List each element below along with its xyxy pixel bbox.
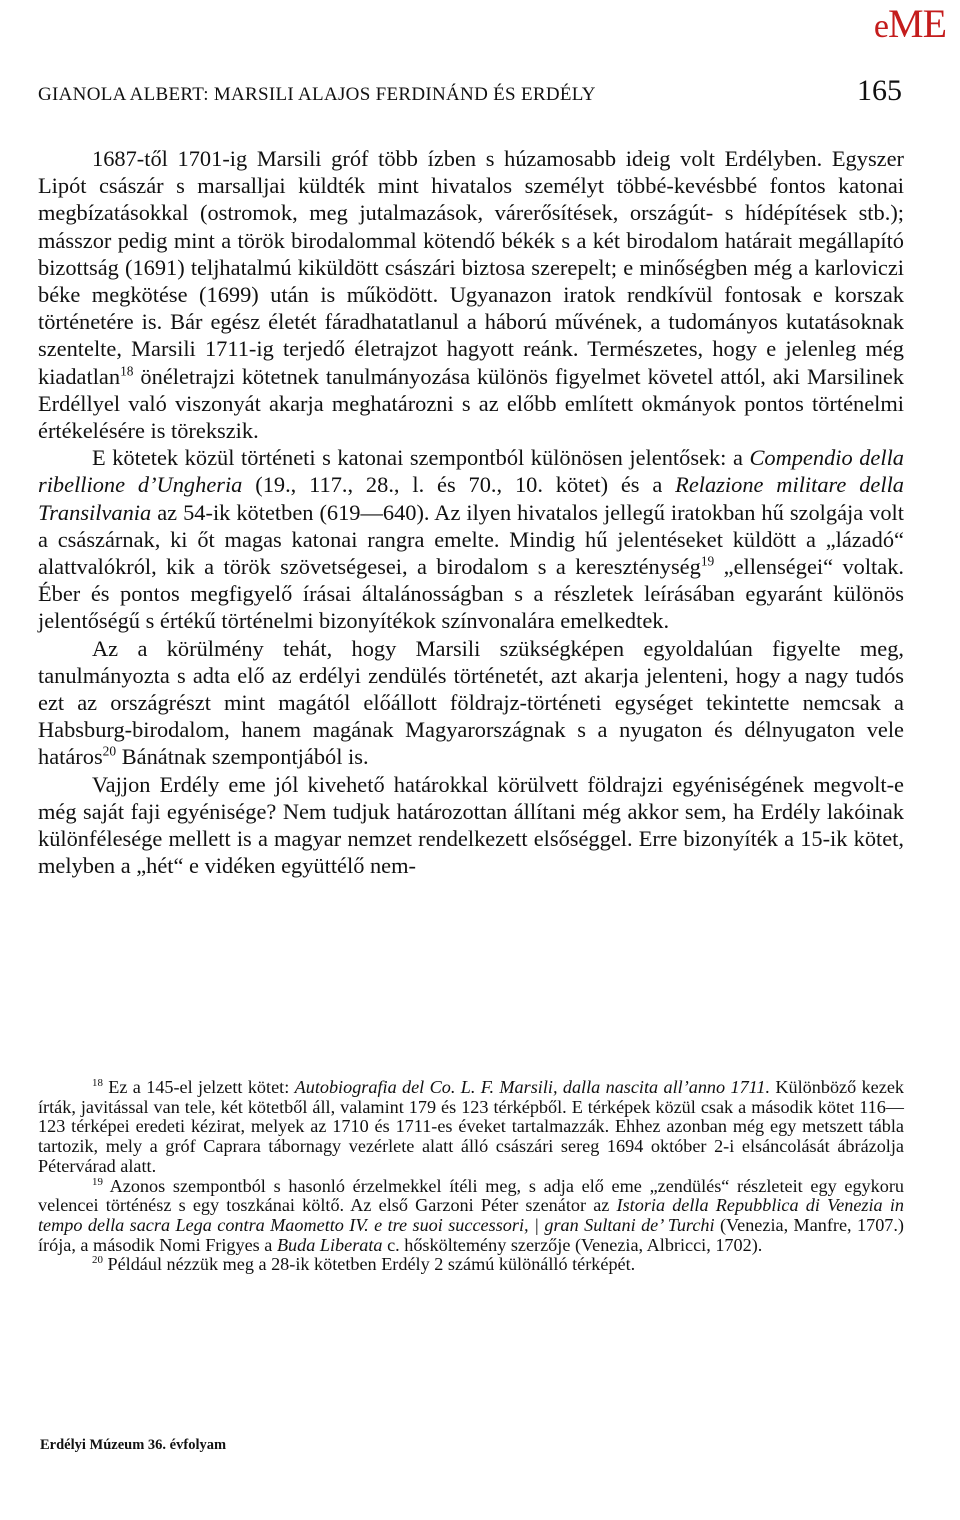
title-istoria: Istoria della Repubblica di Venezia in tempo della sacra Lega contra Maometto IV. e tre suoi successori, | gran Sultani de’ Turchi <box>38 1195 904 1235</box>
footnote-ref-20: 20 <box>102 744 117 759</box>
running-header <box>38 74 902 108</box>
footnote-20 <box>38 1255 904 1275</box>
footnote-19 <box>38 1177 904 1256</box>
title-relazione: Relazione militare della Transilvania <box>38 472 904 525</box>
journal-logo <box>873 1 946 47</box>
page-number: 165 <box>857 74 902 107</box>
footnote-number: 19 <box>92 1175 103 1188</box>
paragraph-3-text-b: Bánátnak szempontjából is. <box>116 744 369 770</box>
paragraph-2-text: E kötetek közül történeti s katonai szempontból különösen jelentősek: a <box>92 445 750 471</box>
logo-letter-m: M <box>887 1 923 46</box>
paragraph-1-text: 1687-től 1701-ig Marsili gróf több ízben s húzamosabb ideig volt Erdélyben. Egyszer Lipót császár s marsalljai küldték mint hivatalos személyt többé-kevésbbé fontos katonai megbízatásokkal (ostromok, meg jutalmazások, várerősítések, országút- s hídépítések stb.); másszor pedig mint a török birodalommal kötendő békék s a két birodalom határait megállapító bizottság (1691) teljhatalmú kiküldött császári biztosa szerepelt; e minőségben még a karloviczi béke megkötése (1699) után is működött. Ugyanazon iratok rendkívül fontosak e korszak történetére is. Bár egész életét fáradhatatlanul a háború művének, a tudományos kutatásoknak szentelte, Marsili 1711-ig terjedő életrajzot hagyott reánk. Természetes, hogy e jelenleg még kiadatlan <box>38 146 904 389</box>
title-compendio: Compendio della ribellione d’Ungheria <box>38 445 904 498</box>
paragraph-2-text-d: „ellenségei“ voltak. Éber és pontos megfigyelő írásai általánosságban s a részletek leírásában egyaránt különös jelentőségű s értékű történelmi bizonyítékok színvonalára emelkedtek. <box>38 554 905 634</box>
running-title: GIANOLA ALBERT: MARSILI ALAJOS FERDINÁND ÉS ERDÉLY <box>38 84 596 105</box>
footnote-ref-18: 18 <box>120 363 134 379</box>
paragraph-4 <box>38 771 904 880</box>
title-autobiografia: Autobiografia del Co. L. F. Marsili, dalla nascita all’anno 1711. <box>294 1077 771 1097</box>
footnote-20-text: Például nézzük meg a 28-ik kötetben Erdély 2 számú különálló térképét. <box>102 1254 636 1275</box>
paragraph-1 <box>38 145 904 444</box>
paragraph-2-text-c: az 54-ik kötetben (619—640). Az ilyen hivatalos jellegű iratokban hű szolgája volt a császárnak, ki őt magas katonai rangra emelte. Mindig hű jelentéseket küldött a „lázadó“ alattvalókról, kik a török szövetségesei, a birodalom s a kereszténység <box>38 499 904 580</box>
journal-footer: Erdélyi Múzeum 36. évfolyam <box>40 1437 227 1453</box>
logo-letter-e: e <box>873 8 888 45</box>
paragraph-4-text: Vajjon Erdély eme jól kivehető határokkal körülvett földrajzi egyéniségének megvolt-e még saját faji egyénisége? Nem tudjuk határozottan állítani még akkor sem, ha Erdély lakóinak különfélesége mellett is a magyar nemzet rendelkezett elsőséggel. Erre bizonyíték a 15-ik kötet, melyben a „hét“ e vidéken együttélő nem- <box>38 771 904 879</box>
logo-letter-e-2: E <box>922 1 946 46</box>
paragraph-1-text-cont: önéletrajzi kötetnek tanulmányozása különös figyelmet követel attól, aki Marsilinek Erdéllyel való viszonyát akarja meghatározni s az előbb említett okmányok pontos történelmi értékelésére is törekszik. <box>38 363 904 444</box>
main-text <box>38 145 904 879</box>
footnote-ref-19: 19 <box>700 553 715 569</box>
footnote-18 <box>38 1078 904 1177</box>
footnotes <box>38 1078 904 1275</box>
paragraph-2-text-b: (19., 117., 28., l. és 70., 10. kötet) és a <box>242 472 676 498</box>
footnote-18-text-b: Különböző kezek írták, javitással van tele, két kötetből áll, valamint 179 és 123 térképből. E térképek közül csak a második kötet 116—123 térképei eredeti kézirat, melyek az 1710 és 1711-es éveket tartalmazzák. Ehhez azonban még egy metszett tábla tartozik, mely a gróf Caprara tábornagy vezérlete alatt álló császári sereg 1694 október 2-i elsáncolását ábrázolja Pétervárad alatt. <box>38 1077 904 1176</box>
paragraph-3 <box>38 635 904 771</box>
footnote-19-text: Azonos szempontból s hasonló érzelmekkel ítéli meg, s adja elő eme „zendülés“ részleteit egy egykoru velencei történész s egy toszkánai költő. Az első Garzoni Péter szenátor az <box>38 1175 904 1216</box>
footnote-19-text-b: (Venezia, Manfre, 1707.) írója, a második Nomi Frigyes a <box>38 1214 904 1255</box>
paragraph-3-text: Az a körülmény tehát, hogy Marsili szükségképen egyoldalúan figyelte meg, tanulmányozta s adta elő az erdélyi zendülés történetét, azt akarja jelenteni, hogy a nagy tudós ezt az országrészt mint magától előállott földrajz-történeti egységet tekintette nemcsak a Habsburg-birodalom, hanem magának Magyarországnak s a nyugaton és délnyugaton vele határos <box>38 635 904 770</box>
footnote-number: 18 <box>92 1076 103 1089</box>
paragraph-2 <box>38 444 904 634</box>
title-buda-liberata: Buda Liberata <box>276 1234 383 1255</box>
footnote-19-text-c: c. hősköltemény szerzője (Venezia, Albricci, 1702). <box>382 1234 763 1255</box>
footnote-number: 20 <box>92 1254 103 1267</box>
footnote-18-text: Ez a 145-el jelzett kötet: <box>102 1077 295 1097</box>
